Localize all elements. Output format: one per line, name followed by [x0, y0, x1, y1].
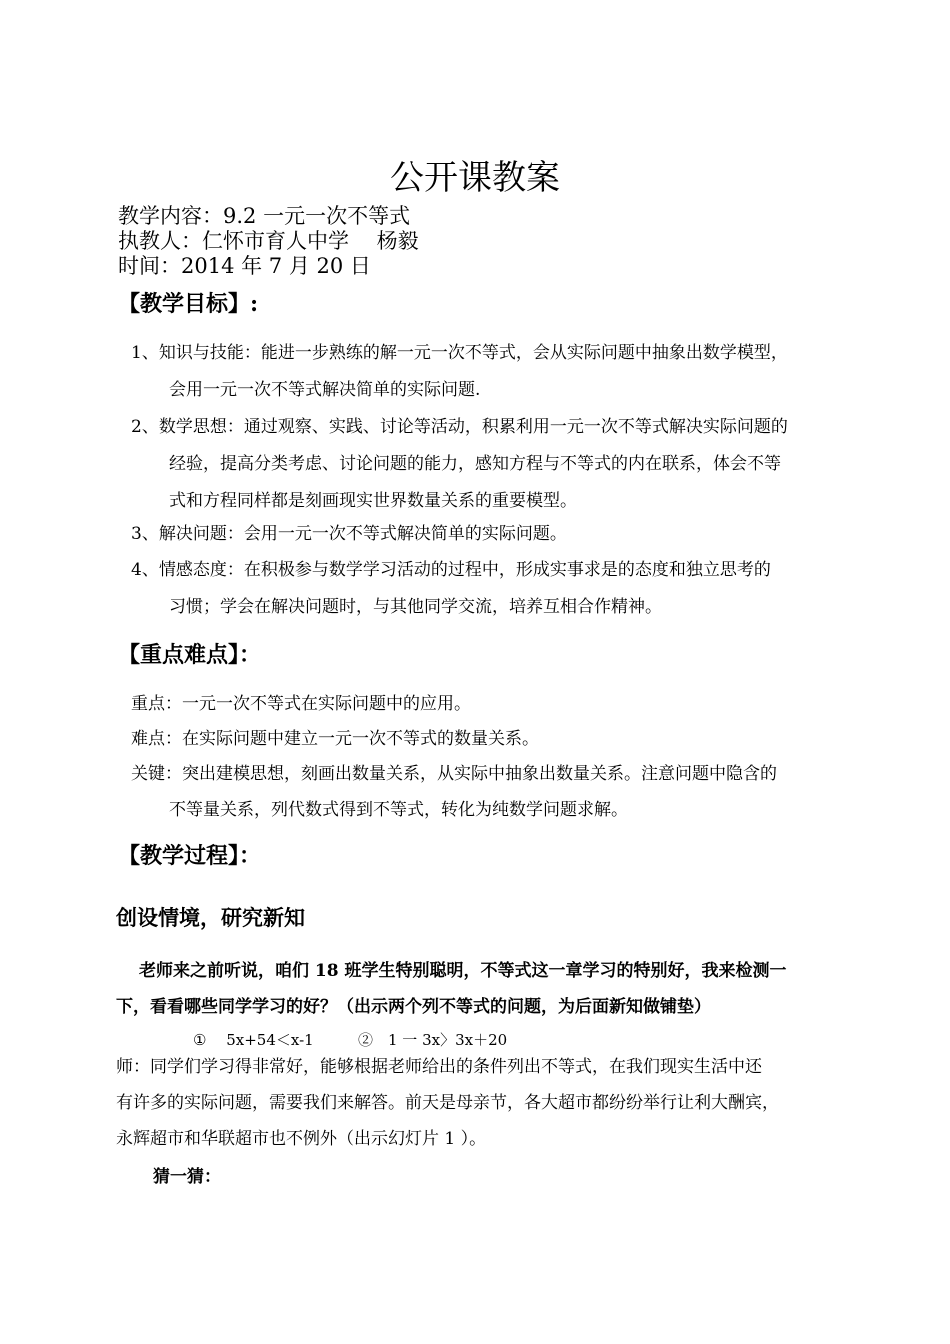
document-title: 公开课教案 — [390, 158, 560, 198]
objectives-heading: 【教学目标】: — [118, 291, 259, 317]
lesson-date: 时间：2014 年 7 月 20 日 — [118, 254, 371, 278]
objective-3-line-1: 3、解决问题：会用一元一次不等式解决简单的实际问题。 — [131, 524, 567, 544]
teaching-content: 教学内容：9.2 一元一次不等式 — [118, 204, 411, 228]
keypoints-heading: 【重点难点】： — [118, 642, 262, 668]
teacher-line-2: 有许多的实际问题，需要我们来解答。前天是母亲节，各大超市都纷纷举行让利大酬宾， — [116, 1093, 779, 1113]
process-heading: 【教学过程】： — [118, 843, 262, 869]
intro-line-2: 下，看看哪些同学学习的好？（出示两个列不等式的问题，为后面新知做铺垫） — [116, 997, 711, 1017]
teacher-line-1: 师：同学们学习得非常好，能够根据老师给出的条件列出不等式，在我们现实生活中还 — [116, 1057, 762, 1077]
objective-2-line-1: 2、数学思想：通过观察、实践、讨论等活动，积累利用一元一次不等式解决实际问题的 — [131, 417, 788, 437]
objective-4-line-2: 习惯；学会在解决问题时，与其他同学交流，培养互相合作精神。 — [169, 597, 662, 617]
teacher-info: 执教人：仁怀市育人中学 杨毅 — [118, 229, 419, 253]
key-point: 重点：一元一次不等式在实际问题中的应用。 — [131, 694, 471, 714]
objective-1-line-2: 会用一元一次不等式解决简单的实际问题. — [169, 380, 481, 400]
objective-2-line-3: 式和方程同样都是刻画现实世界数量关系的重要模型。 — [169, 491, 577, 511]
teacher-line-3: 永辉超市和华联超市也不例外（出示幻灯片 1 ）。 — [116, 1129, 487, 1149]
formula-2: ② 1 一 3x〉3x＋20 — [358, 1031, 508, 1049]
crux-line-2: 不等量关系，列代数式得到不等式，转化为纯数学问题求解。 — [169, 800, 628, 820]
objective-1-line-1: 1、知识与技能：能进一步熟练的解一元一次不等式，会从实际问题中抽象出数学模型， — [131, 343, 788, 363]
formula-1: ① 5x+54＜x-1 — [193, 1031, 314, 1049]
crux-line-1: 关键：突出建模思想，刻画出数量关系，从实际中抽象出数量关系。注意问题中隐含的 — [131, 764, 777, 784]
guess-label: 猜一猜： — [153, 1167, 221, 1187]
section-title: 创设情境，研究新知 — [116, 905, 305, 930]
difficulty-point: 难点：在实际问题中建立一元一次不等式的数量关系。 — [131, 729, 539, 749]
intro-line-1: 老师来之前听说，咱们 18 班学生特别聪明，不等式这一章学习的特别好，我来检测一 — [139, 961, 787, 981]
objective-4-line-1: 4、情感态度：在积极参与数学学习活动的过程中，形成实事求是的态度和独立思考的 — [131, 560, 771, 580]
objective-2-line-2: 经验，提高分类考虑、讨论问题的能力，感知方程与不等式的内在联系，体会不等 — [169, 454, 781, 474]
